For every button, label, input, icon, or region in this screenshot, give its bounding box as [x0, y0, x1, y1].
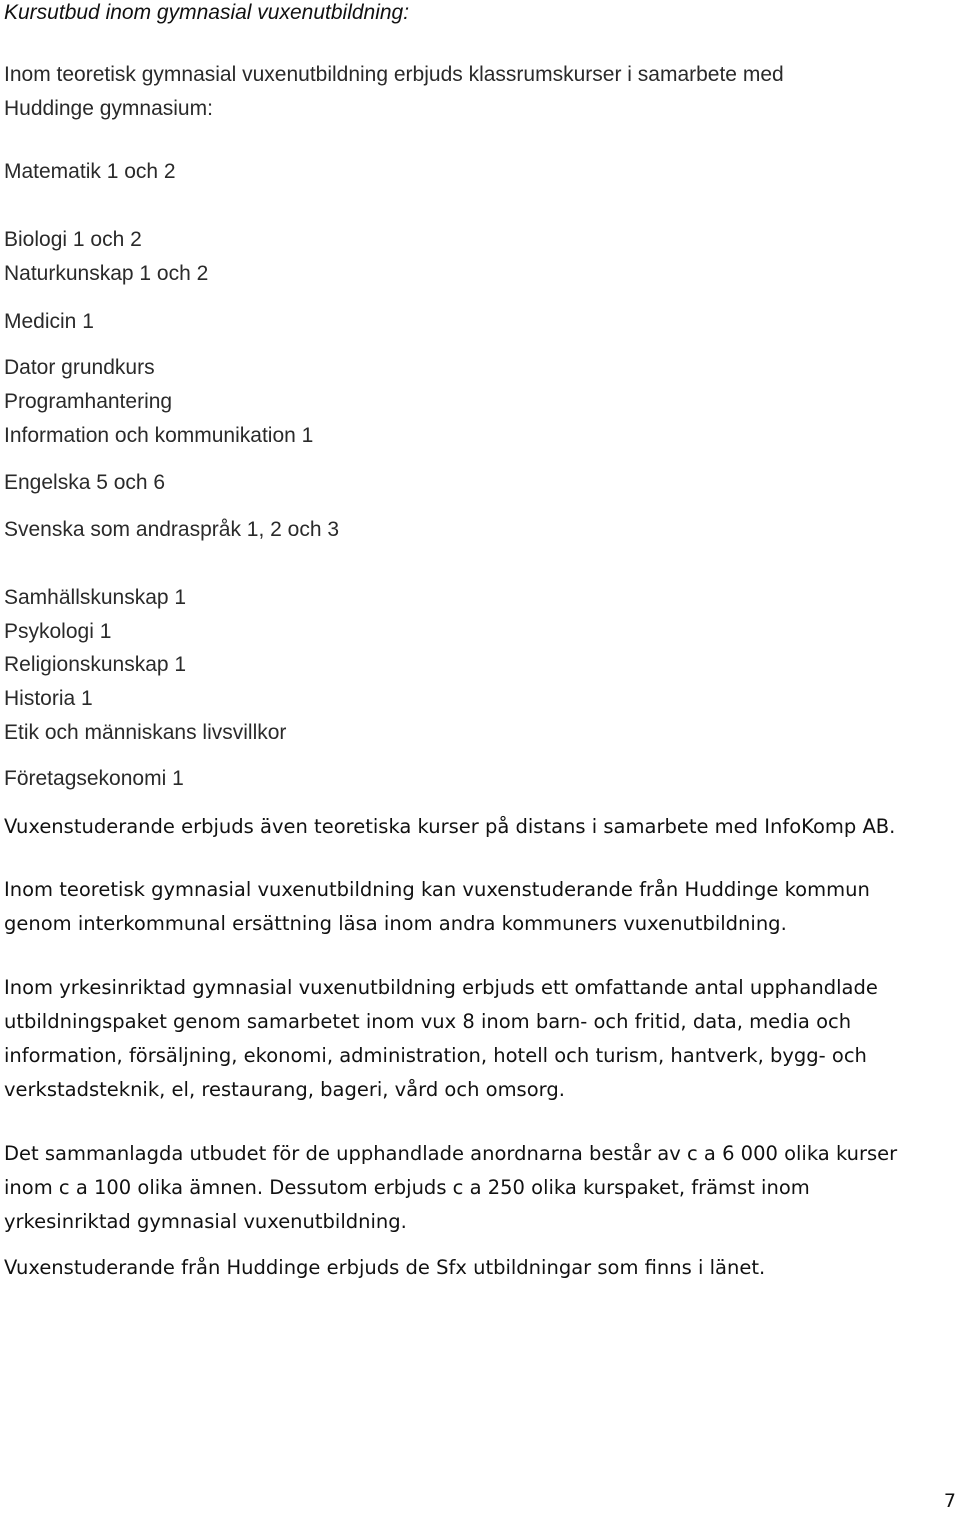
- course-item: Information och kommunikation 1: [4, 424, 314, 447]
- course-item: Medicin 1: [4, 310, 94, 333]
- section-heading: Kursutbud inom gymnasial vuxenutbildning:: [4, 1, 410, 24]
- paragraph-sfx: Vuxenstuderande från Huddinge erbjuds de Sfx utbildningar som finns i länet.: [4, 1256, 766, 1279]
- paragraph-total-offer-line-2: inom c a 100 olika ämnen. Dessutom erbjuds c a 250 olika kurspaket, främst inom: [4, 1176, 810, 1199]
- intro-line-1: Inom teoretisk gymnasial vuxenutbildning erbjuds klassrumskurser i samarbete med: [4, 63, 784, 86]
- paragraph-total-offer-line-3: yrkesinriktad gymnasial vuxenutbildning.: [4, 1210, 407, 1233]
- paragraph-vocational-line-4: verkstadsteknik, el, restaurang, bageri, vård och omsorg.: [4, 1078, 565, 1101]
- paragraph-vocational-line-2: utbildningspaket genom samarbetet inom vux 8 inom barn- och fritid, data, media och: [4, 1010, 852, 1033]
- course-item: Matematik 1 och 2: [4, 160, 176, 183]
- course-item: Samhällskunskap 1: [4, 586, 187, 609]
- paragraph-interkommunal-line-1: Inom teoretisk gymnasial vuxenutbildning kan vuxenstuderande från Huddinge kommun: [4, 878, 870, 901]
- paragraph-total-offer-line-1: Det sammanlagda utbudet för de upphandlade anordnarna består av c a 6 000 olika kurser: [4, 1142, 898, 1165]
- course-item: Svenska som andraspråk 1, 2 och 3: [4, 518, 340, 541]
- course-item: Engelska 5 och 6: [4, 471, 166, 494]
- course-item: Biologi 1 och 2: [4, 228, 142, 251]
- course-item: Naturkunskap 1 och 2: [4, 262, 209, 285]
- paragraph-interkommunal-line-2: genom interkommunal ersättning läsa inom andra kommuners vuxenutbildning.: [4, 912, 787, 935]
- paragraph-vocational-line-3: information, försäljning, ekonomi, administration, hotell och turism, hantverk, bygg- och: [4, 1044, 867, 1067]
- course-item: Historia 1: [4, 687, 93, 710]
- paragraph-distance-courses: Vuxenstuderande erbjuds även teoretiska kurser på distans i samarbete med InfoKomp AB.: [4, 815, 896, 838]
- course-item: Etik och människans livsvillkor: [4, 721, 287, 744]
- course-item: Programhantering: [4, 390, 173, 413]
- course-item: Företagsekonomi 1: [4, 767, 184, 790]
- course-item: Psykologi 1: [4, 620, 112, 643]
- paragraph-vocational-line-1: Inom yrkesinriktad gymnasial vuxenutbildning erbjuds ett omfattande antal upphandlade: [4, 976, 878, 999]
- course-item: Dator grundkurs: [4, 356, 155, 379]
- course-item: Religionskunskap 1: [4, 653, 187, 676]
- intro-line-2: Huddinge gymnasium:: [4, 97, 213, 120]
- page-number: 7: [943, 1490, 956, 1512]
